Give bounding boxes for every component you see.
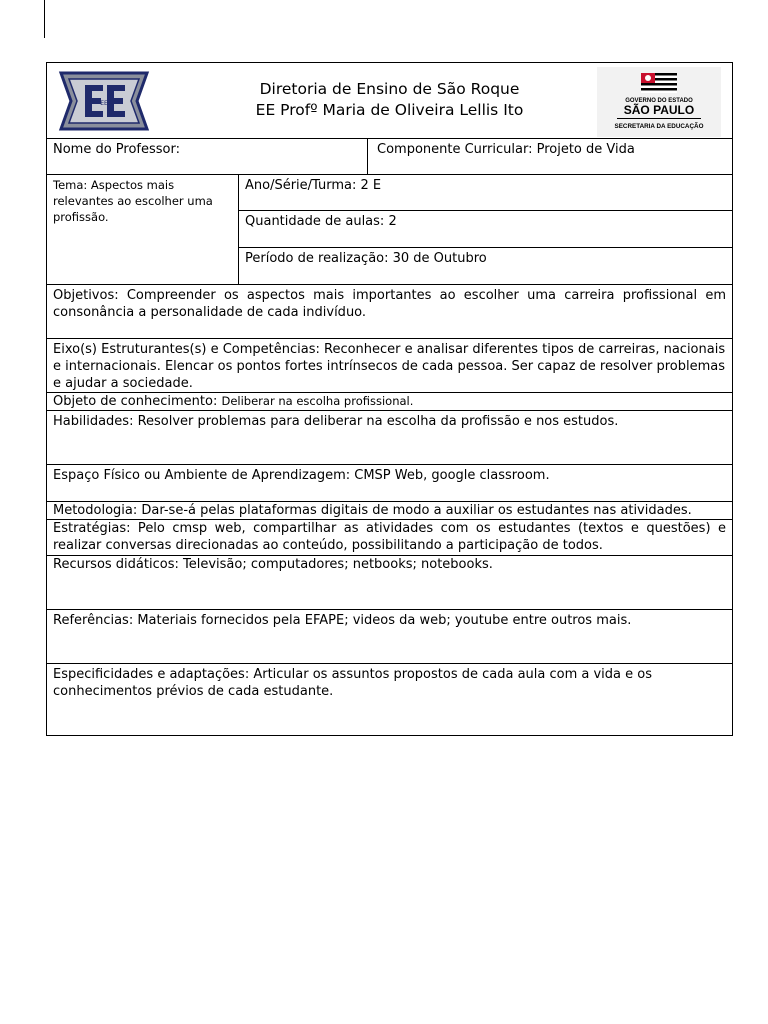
svg-text:EE: EE — [100, 100, 108, 107]
estrategias-text: Estratégias: Pelo cmsp web, compartilhar as atividades com os estudantes (textos e questões) e realizar conversas direcionadas ao conteúdo, possibilitando a participação de todos. — [53, 521, 726, 553]
espaco-row — [46, 465, 733, 502]
metodologia-text: Metodologia: Dar-se-á pelas plataformas digitais de modo a auxiliar os estudantes nas atividades. — [53, 503, 692, 518]
professor-row — [46, 139, 733, 175]
objeto-value: Deliberar na escolha profissional. — [221, 394, 414, 408]
habilidades-text: Habilidades: Resolver problemas para deliberar na escolha da profissão e nos estudos. — [53, 414, 619, 429]
form-header — [46, 62, 733, 139]
espaco-text: Espaço Físico ou Ambiente de Aprendizagem: CMSP Web, google classroom. — [53, 468, 550, 483]
professor-field[interactable]: Nome do Professor: — [47, 139, 368, 174]
objeto-text — [47, 393, 732, 412]
referencias-text: Referências: Materiais fornecidos pela EFAPE; videos da web; youtube entre outros mais. — [53, 613, 632, 628]
componente-field: Componente Curricular: Projeto de Vida — [377, 142, 635, 157]
objetivos-text: Objetivos: Compreender os aspectos mais importantes ao escolher uma carreira profissional em consonância a personalidade de cada indivíduo. — [53, 288, 726, 320]
metodologia-row — [46, 502, 733, 520]
tema-field: Tema: Aspectos mais relevantes ao escolher uma profissão. — [47, 175, 239, 284]
especificidades-text: Especificidades e adaptações: Articular os assuntos propostos de cada aula com a vida e os conhecimentos prévios de cada estudante. — [53, 667, 652, 699]
svg-text:SÃO PAULO: SÃO PAULO — [623, 103, 695, 117]
svg-text:SECRETARIA DA EDUCAÇÃO: SECRETARIA DA EDUCAÇÃO — [614, 123, 704, 130]
class-info-grid — [239, 175, 732, 284]
recursos-row — [46, 556, 733, 610]
recursos-text: Recursos didáticos: Televisão; computadores; netbooks; notebooks. — [53, 557, 493, 572]
especificidades-row — [46, 664, 733, 736]
school-logo-icon — [55, 69, 153, 133]
title-line-2: EE Profº Maria de Oliveira Lellis Ito — [255, 101, 524, 119]
habilidades-row — [46, 411, 733, 465]
referencias-row — [46, 610, 733, 664]
school-title — [227, 79, 552, 121]
eixo-row — [46, 339, 733, 393]
lesson-plan-form — [46, 62, 733, 736]
eixo-text: Eixo(s) Estruturantes(s) e Competências: Reconhecer e analisar diferentes tipos de carreiras, nacionais e internacionais. Elencar os pontos fortes intrínsecos de cada pessoa. Ser capaz de resolver problemas e ajudar a sociedade. — [53, 342, 726, 391]
objeto-row — [46, 393, 733, 411]
objeto-label: Objeto de conhecimento: — [53, 394, 222, 409]
svg-text:GOVERNO DO ESTADO: GOVERNO DO ESTADO — [625, 98, 693, 104]
text-cursor — [44, 0, 45, 38]
periodo-field: Período de realização: 30 de Outubro — [245, 251, 487, 266]
quantidade-field: Quantidade de aulas: 2 — [239, 211, 732, 248]
title-line-1: Diretoria de Ensino de São Roque — [259, 80, 520, 98]
government-logo-icon — [597, 67, 721, 137]
estrategias-row — [46, 520, 733, 556]
objetivos-row — [46, 285, 733, 339]
tema-block — [46, 175, 733, 285]
ano-field: Ano/Série/Turma: 2 E — [239, 175, 732, 211]
